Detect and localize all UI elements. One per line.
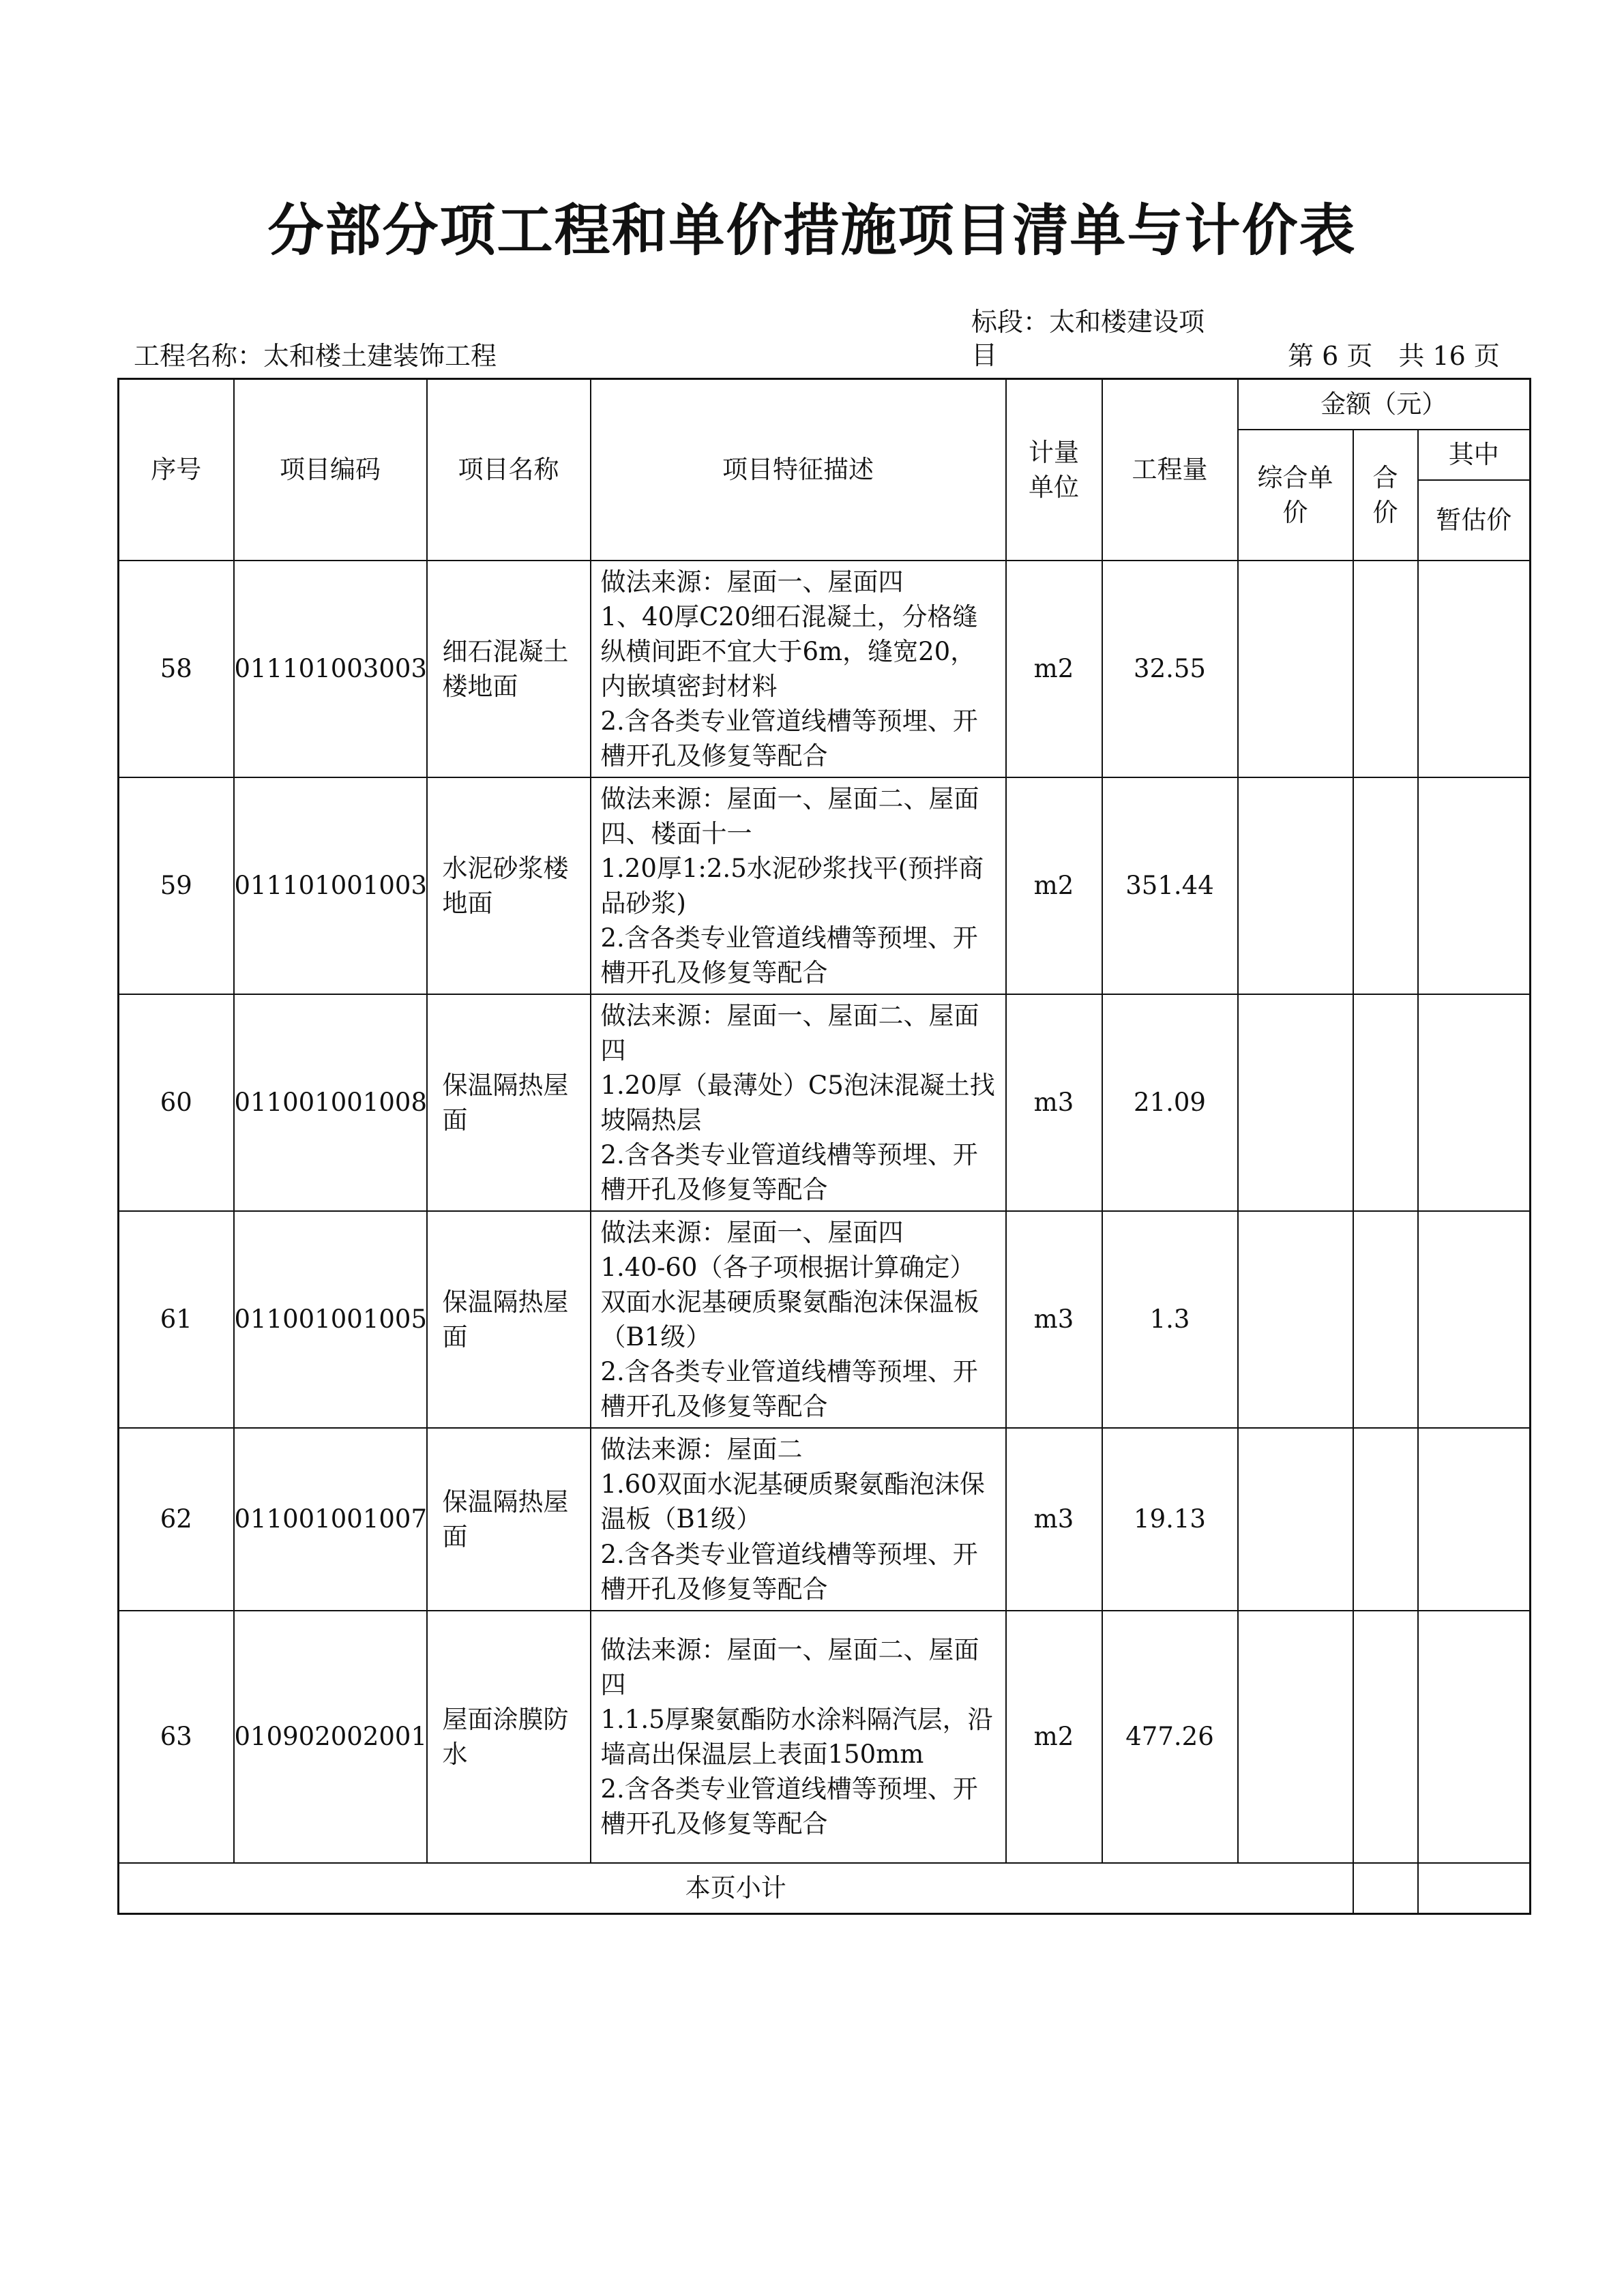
row-qty: 477.26 — [1102, 1611, 1238, 1863]
row-seq: 58 — [119, 561, 234, 777]
row-unit: m2 — [1006, 561, 1102, 777]
row-unit-price — [1238, 994, 1353, 1211]
subtotal-label: 本页小计 — [119, 1863, 1353, 1914]
table-row — [119, 777, 1531, 994]
header-total: 合价 — [1353, 430, 1418, 561]
row-total — [1353, 994, 1418, 1211]
row-unit: m3 — [1006, 1428, 1102, 1611]
row-desc-line: 做法来源：屋面一、屋面二、屋面四 — [600, 1000, 979, 1065]
row-desc-line: 2.含各类专业管道线槽等预埋、开槽开孔及修复等配合 — [600, 1140, 978, 1205]
row-provisional — [1418, 1211, 1531, 1428]
row-desc-line: 1.20厚（最薄处）C5泡沫混凝土找坡隔热层 — [600, 1070, 995, 1135]
bill-table — [117, 378, 1531, 1915]
row-seq: 59 — [119, 777, 234, 994]
row-provisional — [1418, 777, 1531, 994]
row-seq: 62 — [119, 1428, 234, 1611]
row-desc-line: 1、40厚C20细石混凝土，分格缝纵横间距不宜大于6m，缝宽20，内嵌填密封材料 — [600, 601, 978, 701]
row-provisional — [1418, 1428, 1531, 1611]
row-total — [1353, 1211, 1418, 1428]
subtotal-total — [1353, 1863, 1418, 1914]
row-desc-line: 2.含各类专业管道线槽等预埋、开槽开孔及修复等配合 — [600, 1539, 978, 1604]
row-provisional — [1418, 994, 1531, 1211]
table-row — [119, 1428, 1531, 1611]
row-unit: m2 — [1006, 777, 1102, 994]
row-desc-line: 2.含各类专业管道线槽等预埋、开槽开孔及修复等配合 — [600, 923, 978, 988]
row-provisional — [1418, 561, 1531, 777]
row-name: 保温隔热屋面 — [427, 1211, 591, 1428]
row-seq: 63 — [119, 1611, 234, 1863]
page-title: 分部分项工程和单价措施项目清单与计价表 — [267, 198, 1357, 263]
subtotal-provisional — [1418, 1863, 1531, 1914]
section-name: 标段：太和楼建设项目 — [971, 307, 1205, 371]
row-provisional — [1418, 1611, 1531, 1863]
row-desc — [591, 777, 1006, 994]
header-amount: 金额（元） — [1238, 379, 1531, 430]
project-name: 工程名称：太和楼土建装饰工程 — [134, 341, 497, 371]
header-qty: 工程量 — [1102, 379, 1238, 561]
row-qty: 19.13 — [1102, 1428, 1238, 1611]
row-total — [1353, 777, 1418, 994]
header-unit: 计量单位 — [1006, 379, 1102, 561]
row-name: 保温隔热屋面 — [427, 994, 591, 1211]
row-desc-line: 2.含各类专业管道线槽等预埋、开槽开孔及修复等配合 — [600, 706, 978, 771]
row-unit: m3 — [1006, 994, 1102, 1211]
row-desc-line: 1.1.5厚聚氨酯防水涂料隔汽层，沿墙高出保温层上表面150mm — [600, 1704, 993, 1769]
row-qty: 32.55 — [1102, 561, 1238, 777]
row-seq: 61 — [119, 1211, 234, 1428]
header-name: 项目名称 — [427, 379, 591, 561]
row-name: 屋面涂膜防水 — [427, 1611, 591, 1863]
header-code: 项目编码 — [234, 379, 427, 561]
row-desc — [591, 561, 1006, 777]
row-unit-price — [1238, 561, 1353, 777]
row-qty: 1.3 — [1102, 1211, 1238, 1428]
row-unit-price — [1238, 1611, 1353, 1863]
row-code: 011101003003 — [234, 561, 427, 777]
row-code: 011001001005 — [234, 1211, 427, 1428]
row-desc — [591, 1611, 1006, 1863]
row-code: 010902002001 — [234, 1611, 427, 1863]
header-provisional: 暂估价 — [1418, 480, 1531, 561]
row-desc-line: 1.40-60（各子项根据计算确定）双面水泥基硬质聚氨酯泡沫保温板（B1级） — [600, 1252, 979, 1352]
row-desc-line: 做法来源：屋面二 — [600, 1435, 803, 1465]
row-desc-line: 做法来源：屋面一、屋面四 — [600, 1217, 904, 1247]
row-unit-price — [1238, 1428, 1353, 1611]
row-desc-line: 1.60双面水泥基硬质聚氨酯泡沫保温板（B1级） — [600, 1470, 985, 1534]
table-row — [119, 1211, 1531, 1428]
row-unit: m2 — [1006, 1611, 1102, 1863]
header-among: 其中 — [1418, 430, 1531, 480]
row-name: 细石混凝土楼地面 — [427, 561, 591, 777]
table-row — [119, 994, 1531, 1211]
row-code: 011001001008 — [234, 994, 427, 1211]
row-desc-line: 1.20厚1:2.5水泥砂浆找平(预拌商品砂浆) — [600, 853, 984, 918]
row-seq: 60 — [119, 994, 234, 1211]
header-seq: 序号 — [119, 379, 234, 561]
row-desc — [591, 994, 1006, 1211]
row-unit-price — [1238, 777, 1353, 994]
row-desc — [591, 1428, 1006, 1611]
row-desc-line: 2.含各类专业管道线槽等预埋、开槽开孔及修复等配合 — [600, 1774, 978, 1839]
row-desc-line: 做法来源：屋面一、屋面二、屋面四 — [600, 1635, 979, 1699]
row-desc-line: 2.含各类专业管道线槽等预埋、开槽开孔及修复等配合 — [600, 1357, 978, 1422]
row-name: 保温隔热屋面 — [427, 1428, 591, 1611]
table-row — [119, 1611, 1531, 1863]
row-code: 011001001007 — [234, 1428, 427, 1611]
row-qty: 351.44 — [1102, 777, 1238, 994]
row-desc-line: 做法来源：屋面一、屋面二、屋面四、楼面十一 — [600, 784, 979, 848]
row-unit: m3 — [1006, 1211, 1102, 1428]
page-number: 第 6 页 共 16 页 — [1288, 341, 1500, 371]
row-total — [1353, 1611, 1418, 1863]
row-name: 水泥砂浆楼地面 — [427, 777, 591, 994]
row-total — [1353, 561, 1418, 777]
row-code: 011101001003 — [234, 777, 427, 994]
row-qty: 21.09 — [1102, 994, 1238, 1211]
row-total — [1353, 1428, 1418, 1611]
row-unit-price — [1238, 1211, 1353, 1428]
header-unit-price: 综合单价 — [1238, 430, 1353, 561]
row-desc-line: 做法来源：屋面一、屋面四 — [600, 567, 904, 597]
row-desc — [591, 1211, 1006, 1428]
table-row — [119, 561, 1531, 777]
header-desc: 项目特征描述 — [591, 379, 1006, 561]
